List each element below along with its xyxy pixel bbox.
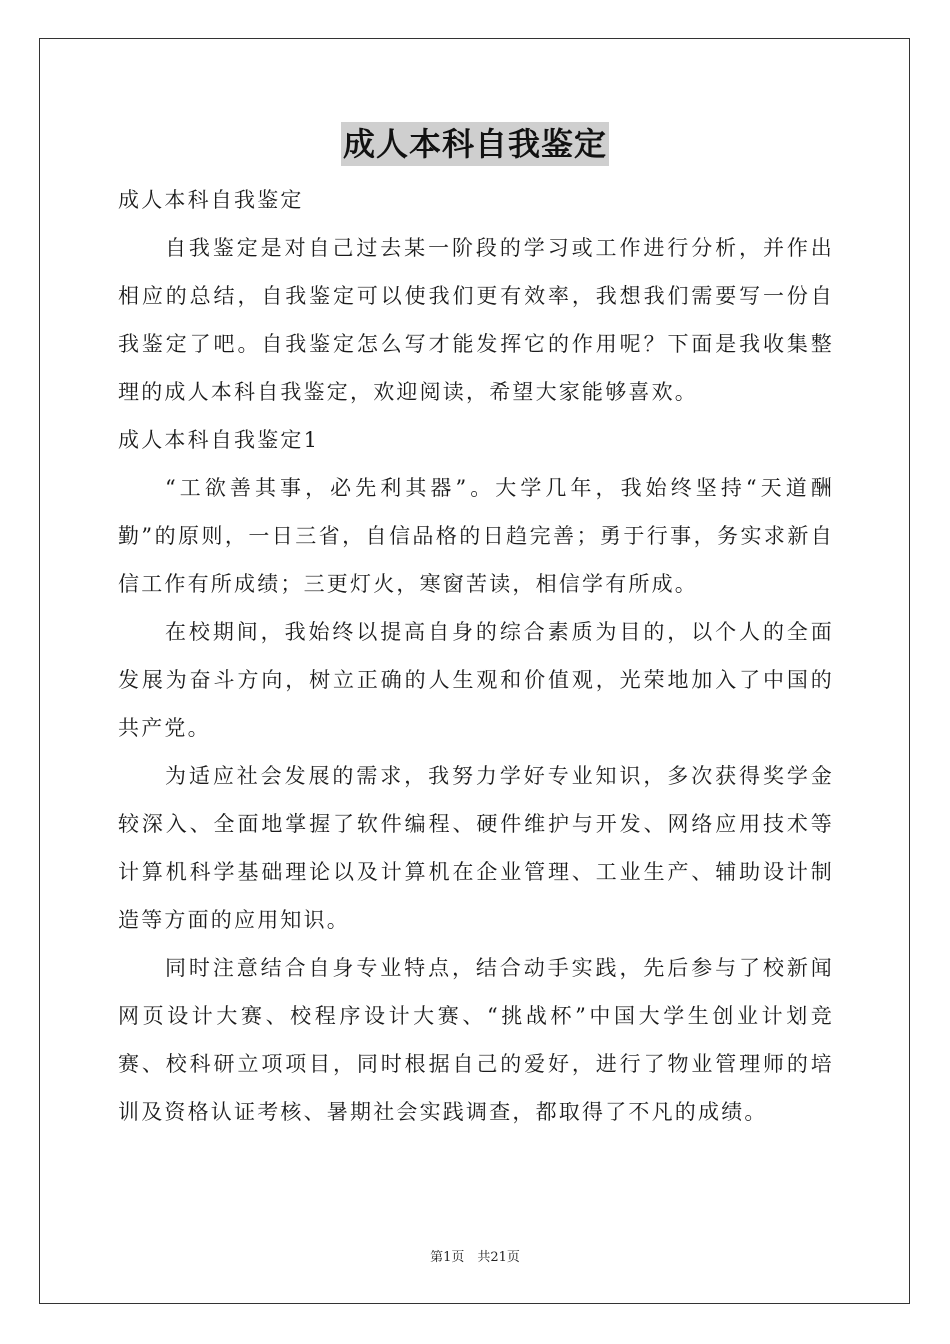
body-paragraph-4: 同时注意结合自身专业特点，结合动手实践，先后参与了校新闻网页设计大赛、校程序设计大赛、“挑战杯”中国大学生创业计划竞赛、校科研立项项目，同时根据自己的爱好，进行了物业管理师的培训及资格认证考核、暑期社会实践调查，都取得了不凡的成绩。	[118, 956, 834, 1124]
body-paragraph-2: 在校期间，我始终以提高自身的综合素质为目的，以个人的全面发展为奋斗方向，树立正确的人生观和价值观，光荣地加入了中国的共产党。	[118, 620, 834, 740]
body-paragraph-1: “工欲善其事，必先利其器”。大学几年，我始终坚持“天道酬勤”的原则，一日三省，自信品格的日趋完善；勇于行事，务实求新自信工作有所成绩；三更灯火，寒窗苦读，相信学有所成。	[118, 476, 834, 596]
page-footer: 第1页 共21页	[430, 1250, 520, 1265]
title-container	[0, 122, 950, 166]
document-title: 成人本科自我鉴定	[341, 122, 609, 166]
document-body	[118, 176, 834, 1136]
section-heading: 成人本科自我鉴定1	[118, 428, 320, 452]
body-paragraph-3: 为适应社会发展的需求，我努力学好专业知识，多次获得奖学金较深入、全面地掌握了软件编程、硬件维护与开发、网络应用技术等计算机科学基础理论以及计算机在企业管理、工业生产、辅助设计制造等方面的应用知识。	[118, 764, 834, 932]
document-subtitle: 成人本科自我鉴定	[118, 188, 304, 212]
intro-paragraph: 自我鉴定是对自己过去某一阶段的学习或工作进行分析，并作出相应的总结，自我鉴定可以使我们更有效率，我想我们需要写一份自我鉴定了吧。自我鉴定怎么写才能发挥它的作用呢？下面是我收集整理的成人本科自我鉴定，欢迎阅读，希望大家能够喜欢。	[118, 236, 834, 404]
